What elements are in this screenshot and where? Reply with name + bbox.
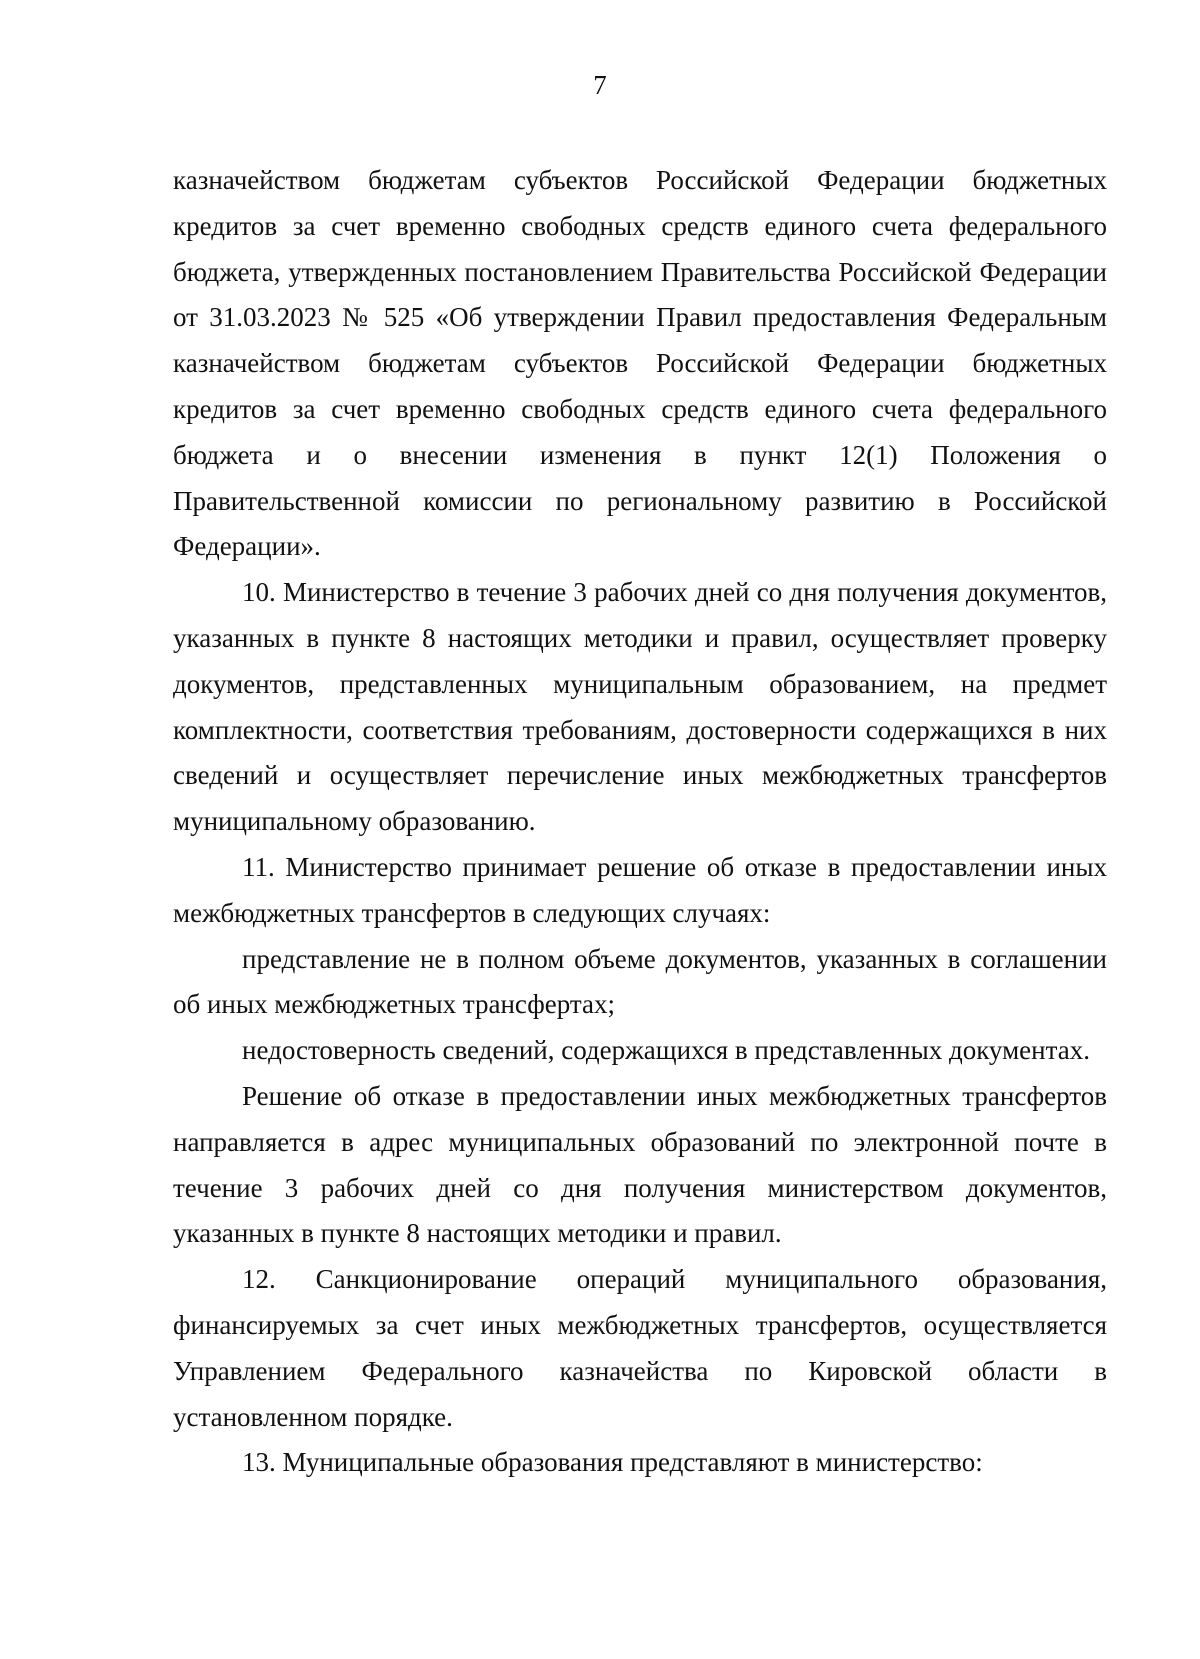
paragraph-continuation: казначейством бюджетам субъектов Российской Федерации бюджетных кредитов за счет временно свободных средств единого счета федерального бюджета, утвержденных постановлением Правительства Российской Федерации от 31.03.2023 № 525 «Об утверждении Правил предоставления Федеральным казначейством бюджетам субъектов Российской Федерации бюджетных кредитов за счет временно свободных средств единого счета федерального бюджета и о внесении изменения в пункт 12(1) Положения о Правительственной комиссии по региональному развитию в Российской Федерации». (173, 165, 1107, 562)
paragraph-refusal-notice: Решение об отказе в предоставлении иных межбюджетных трансфертов направляется в адрес муниципальных образований по электронной почте в течение 3 рабочих дней со дня получения министерством документов, указанных в пункте 8 настоящих методики и правил. (173, 1080, 1107, 1249)
paragraph-item-10: 10. Министерство в течение 3 рабочих дней со дня получения документов, указанных в пункте 8 настоящих методики и правил, осуществляет проверку документов, представленных муниципальным образованием, на предмет комплектности, соответствия требованиям, достоверности содержащихся в них сведений и осуществляет перечисление иных межбюджетных трансфертов муниципальному образованию. (173, 577, 1107, 837)
paragraph-refusal-reason-2: недостоверность сведений, содержащихся в представленных документах. (242, 1035, 1090, 1066)
paragraph-item-11: 11. Министерство принимает решение об отказе в предоставлении иных межбюджетных трансфертов в следующих случаях: (173, 851, 1107, 928)
document-body (173, 158, 1107, 1486)
paragraph-refusal-reason-1: представление не в полном объеме документов, указанных в соглашении об иных межбюджетных трансфертах; (173, 943, 1107, 1020)
paragraph-item-13: 13. Муниципальные образования представляют в министерство: (242, 1447, 983, 1478)
page-number: 7 (593, 70, 607, 100)
paragraph-item-12: 12. Санкционирование операций муниципального образования, финансируемых за счет иных межбюджетных трансфертов, осуществляется Управлением Федерального казначейства по Кировской области в установленном порядке. (173, 1264, 1107, 1432)
